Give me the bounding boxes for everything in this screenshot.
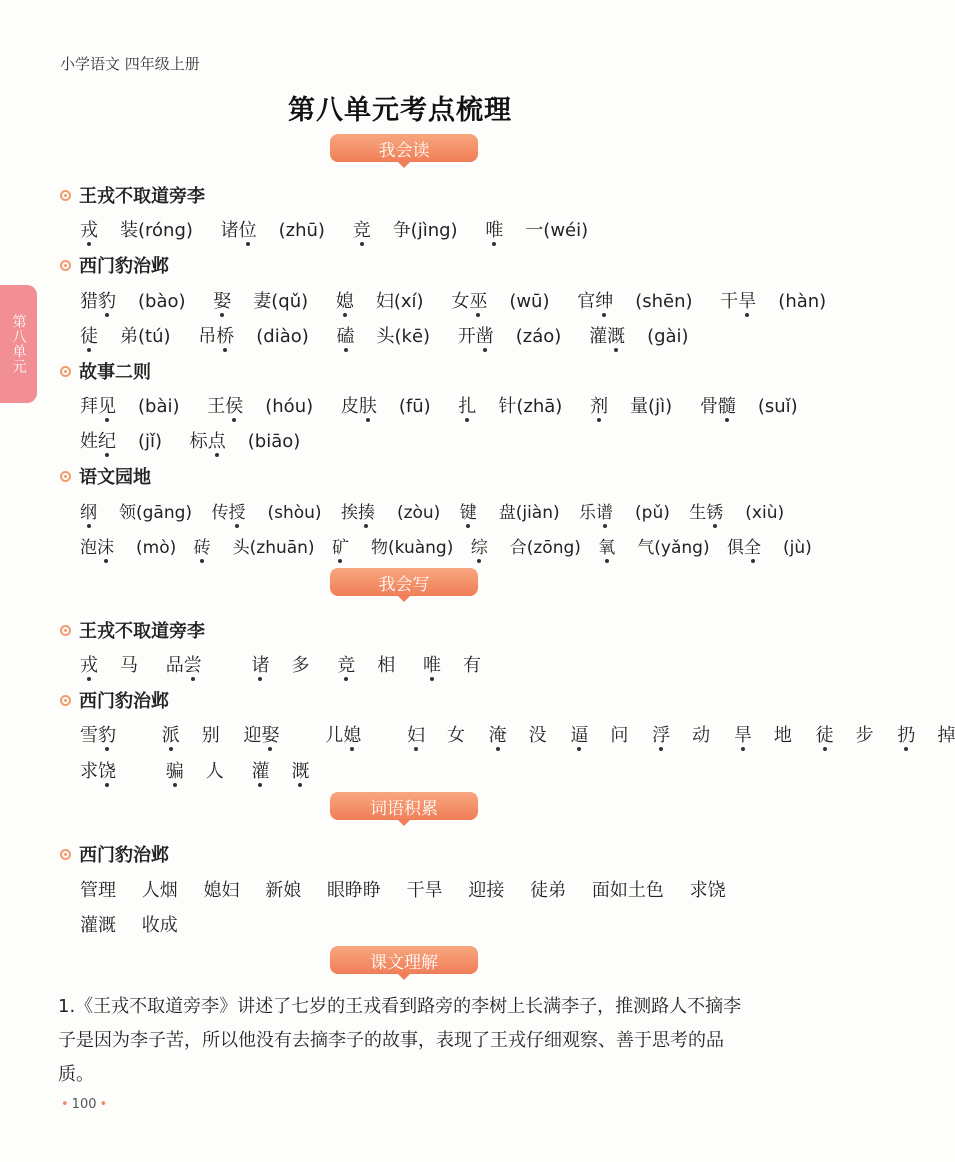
side-tab: 第八单元 — [0, 285, 37, 403]
pinyin-line — [80, 287, 848, 313]
word-item: 面如土色 — [591, 880, 664, 901]
heading-text: 西门豹治邺 — [79, 845, 169, 866]
word-item: 逼 问 — [570, 725, 629, 746]
section-heading — [60, 841, 169, 867]
bullet-icon — [60, 190, 71, 201]
word-item: 扔 掉 — [897, 725, 955, 746]
word-item: 诸位 (zhū) — [220, 220, 325, 241]
bullet-icon — [60, 471, 71, 482]
word-item: 生锈 (xiù) — [689, 503, 785, 523]
word-item: 徒弟 — [530, 880, 567, 901]
word-item: 综 合(zōng) — [470, 538, 581, 558]
word-line — [80, 651, 503, 677]
word-item: 浮 动 — [652, 725, 711, 746]
word-item: 徒 弟(tú) — [80, 326, 171, 347]
word-item: 乐谱 (pǔ) — [579, 503, 670, 523]
page-number: • 100 • — [61, 1097, 108, 1112]
word-item: 诸 多 — [251, 655, 310, 676]
bullet-icon — [60, 260, 71, 271]
word-item: 砖 头(zhuān) — [193, 538, 315, 558]
pinyin-line — [80, 216, 610, 242]
word-item: 媳妇 — [203, 880, 240, 901]
word-item: 扎 针(zhā) — [458, 396, 563, 417]
word-item: 开凿 (záo) — [457, 326, 562, 347]
section-heading — [60, 252, 169, 278]
heading-text: 王戎不取道旁李 — [79, 621, 205, 642]
word-item: 戎 马 — [80, 655, 138, 676]
section-heading — [60, 617, 205, 643]
word-item: 官绅 (shēn) — [577, 291, 693, 312]
word-item: 矿 物(kuàng) — [331, 538, 454, 558]
word-item: 骨髓 (suǐ) — [699, 396, 798, 417]
section-heading — [60, 463, 151, 489]
page-title: 第八单元考点梳理 — [288, 95, 512, 126]
bullet-icon — [60, 695, 71, 706]
word-item: 吊桥 (diào) — [198, 326, 309, 347]
word-item: 标点 (biāo) — [189, 431, 301, 452]
book-title: 小学语文 四年级上册 — [60, 55, 200, 73]
word-item: 竞 相 — [337, 655, 396, 676]
banner-read: 我会读 — [330, 134, 478, 162]
word-item: 求饶 — [80, 761, 116, 782]
section-heading — [60, 358, 151, 384]
word-item: 纲 领(gāng) — [80, 503, 193, 523]
word-item: 管理 — [80, 880, 116, 901]
word-item: 氧 气(yǎng) — [598, 538, 710, 558]
section-heading — [60, 182, 205, 208]
word-item: 女巫 (wū) — [451, 291, 550, 312]
word-item: 戎 装(róng) — [80, 220, 193, 241]
bullet-icon — [60, 625, 71, 636]
word-item: 干旱 — [406, 880, 443, 901]
word-item: 派 别 — [161, 725, 220, 746]
pinyin-line — [80, 427, 322, 453]
heading-text: 故事二则 — [79, 362, 151, 383]
paragraph: 1.《王戎不取道旁李》讲述了七岁的王戎看到路旁的李树上长满李子，推测路人不摘李子是因为李子苦，所以他没有去摘李子的故事，表现了王戎仔细观察、善于思考的品质。 — [58, 996, 742, 1085]
word-line — [80, 876, 726, 902]
word-item: 俱全 (jù) — [727, 538, 812, 558]
pinyin-line — [80, 322, 711, 348]
word-item: 磕 头(kē) — [336, 326, 431, 347]
word-item: 挨揍 (zòu) — [340, 503, 441, 523]
word-item: 唯 一(wéi) — [485, 220, 589, 241]
section-heading — [60, 687, 169, 713]
pinyin-line — [80, 533, 812, 558]
word-item: 旱 地 — [733, 725, 792, 746]
word-item: 品尝 — [165, 655, 202, 676]
word-item: 猎豹 (bào) — [80, 291, 186, 312]
word-item: 迎接 — [468, 880, 505, 901]
bullet-icon — [60, 366, 71, 377]
word-line — [80, 911, 200, 937]
heading-text: 王戎不取道旁李 — [79, 186, 205, 207]
pinyin-line — [80, 392, 820, 418]
banner-words: 词语积累 — [330, 792, 478, 820]
word-item: 娶 妻(qǔ) — [213, 291, 309, 312]
word-item: 媳 妇(xí) — [335, 291, 424, 312]
word-item: 灌 溉 — [251, 761, 310, 782]
word-item: 唯 有 — [422, 655, 481, 676]
word-item: 泡沫 (mò) — [80, 538, 177, 558]
banner-understand: 课文理解 — [330, 946, 478, 974]
word-item: 灌溉 — [80, 915, 116, 936]
word-item: 干旱 (hàn) — [720, 291, 827, 312]
word-item: 灌溉 (gài) — [589, 326, 689, 347]
word-item: 人烟 — [141, 880, 178, 901]
word-item: 妇 女 — [406, 725, 465, 746]
bullet-icon — [60, 849, 71, 860]
heading-text: 西门豹治邺 — [79, 691, 169, 712]
word-item: 儿媳 — [325, 725, 362, 746]
word-item: 雪豹 — [80, 725, 116, 746]
word-item: 皮肤 (fū) — [340, 396, 431, 417]
word-line — [80, 721, 955, 747]
word-item: 王侯 (hóu) — [207, 396, 314, 417]
word-item: 竞 争(jìng) — [352, 220, 458, 241]
word-item: 收成 — [141, 915, 178, 936]
word-item: 姓纪 (jǐ) — [80, 431, 163, 452]
heading-text: 西门豹治邺 — [79, 256, 169, 277]
word-item: 淹 没 — [488, 725, 547, 746]
word-item: 键 盘(jiàn) — [459, 503, 560, 523]
word-item: 剂 量(jì) — [590, 396, 673, 417]
heading-text: 语文园地 — [79, 467, 151, 488]
word-item: 传授 (shòu) — [211, 503, 322, 523]
banner-write: 我会写 — [330, 568, 478, 596]
word-item: 新娘 — [265, 880, 302, 901]
word-line — [80, 757, 353, 783]
word-item: 迎娶 — [243, 725, 280, 746]
word-item: 骗 人 — [165, 761, 224, 782]
pinyin-line — [80, 498, 784, 523]
word-item: 眼睁睁 — [326, 880, 381, 901]
word-item: 求饶 — [689, 880, 726, 901]
word-item: 徒 步 — [815, 725, 874, 746]
word-item: 拜见 (bài) — [80, 396, 180, 417]
